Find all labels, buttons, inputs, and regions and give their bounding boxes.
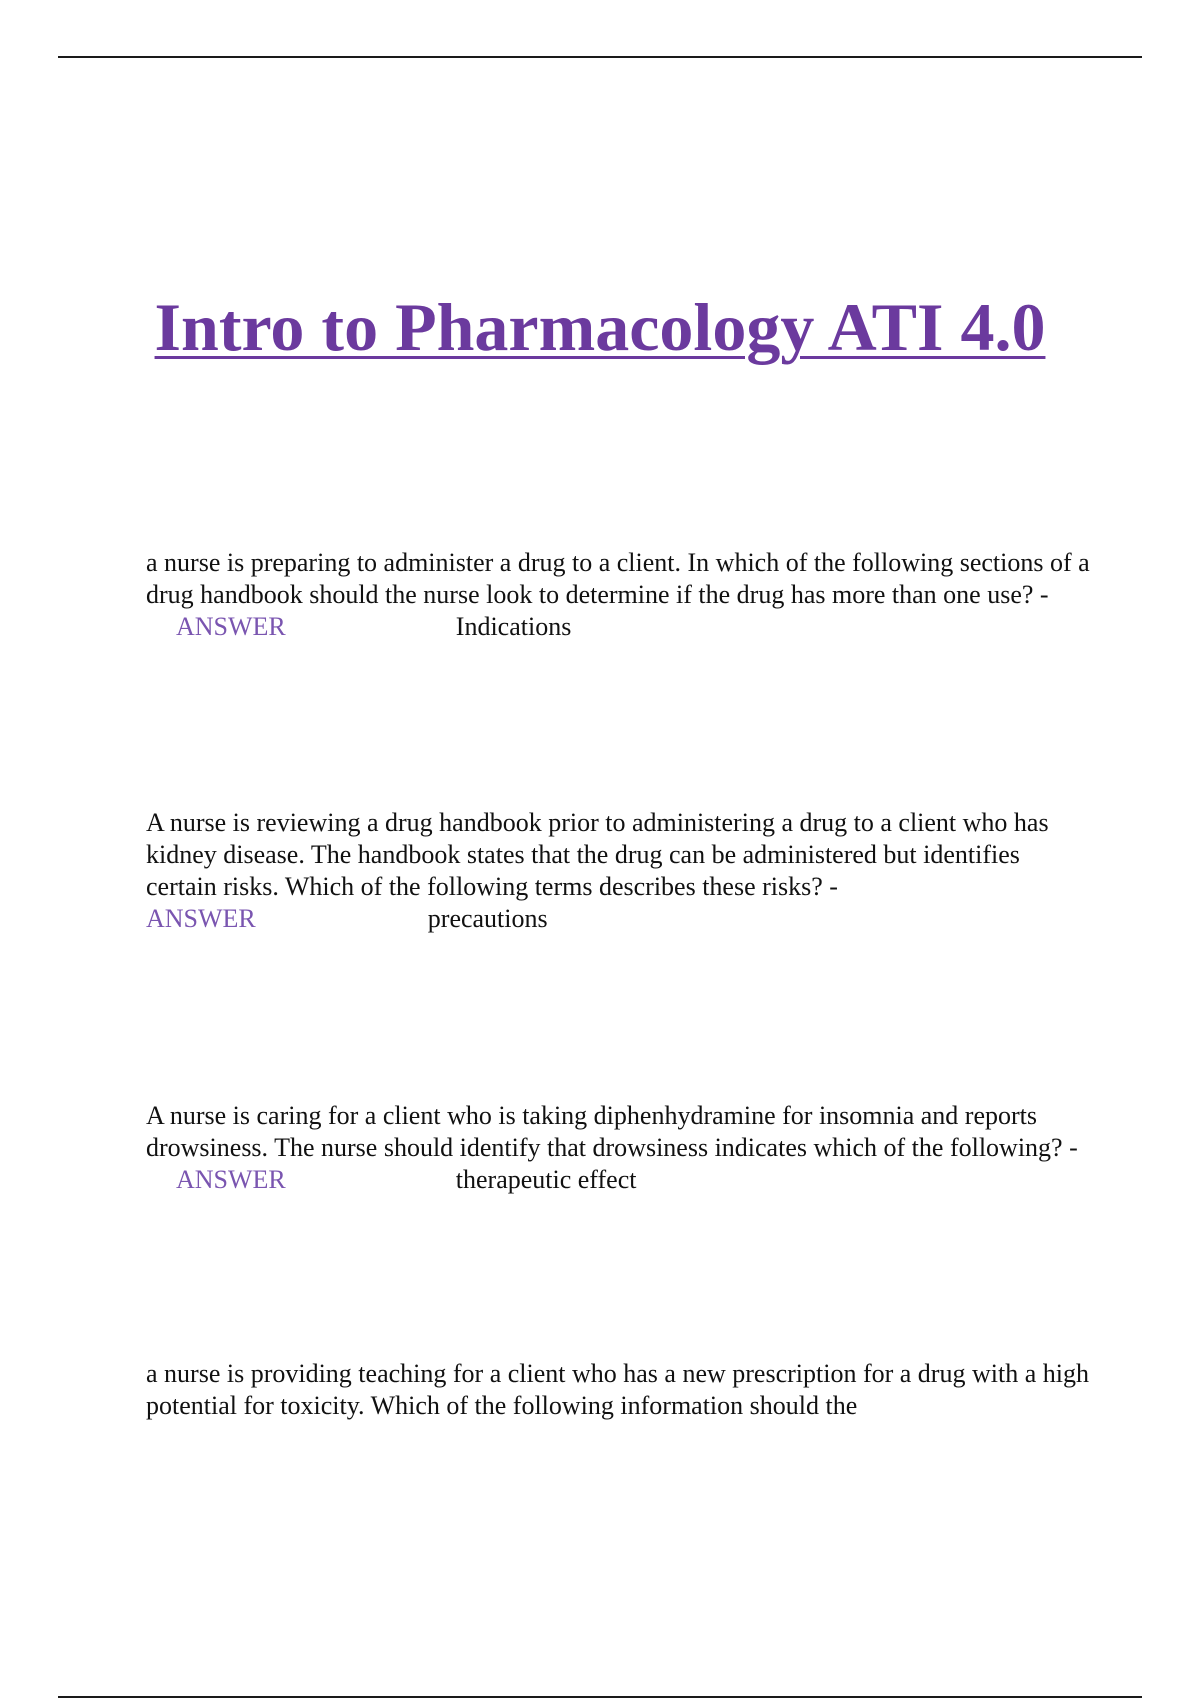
top-rule (58, 56, 1142, 58)
answer-text: therapeutic effect (455, 1165, 637, 1194)
answer-text: Indications (455, 612, 572, 641)
answer-label: ANSWER (176, 1165, 286, 1194)
bottom-rule (58, 1696, 1142, 1698)
qa-item-1 (146, 547, 1096, 643)
question-text: A nurse is caring for a client who is taking diphenhydramine for insomnia and reports drowsiness. The nurse should identify that drowsiness indicates which of the following? - (146, 1101, 1078, 1162)
answer-label: ANSWER (176, 612, 286, 641)
qa-item-4 (146, 1358, 1096, 1422)
answer-text: precautions (427, 904, 548, 933)
qa-item-3 (146, 1100, 1096, 1196)
document-title: Intro to Pharmacology ATI 4.0 (154, 289, 1046, 365)
question-text: A nurse is reviewing a drug handbook prior to administering a drug to a client who has kidney disease. The handbook states that the drug can be administered but identifies certain risks. Which of the following terms describes these risks? - (146, 808, 1049, 901)
qa-item-2 (146, 807, 1096, 935)
answer-label: ANSWER (146, 904, 256, 933)
question-text: a nurse is preparing to administer a drug to a client. In which of the following sections of a drug handbook should the nurse look to determine if the drug has more than one use? - (146, 548, 1090, 609)
question-text: a nurse is providing teaching for a client who has a new prescription for a drug with a high potential for toxicity. Which of the following information should the (146, 1359, 1089, 1420)
